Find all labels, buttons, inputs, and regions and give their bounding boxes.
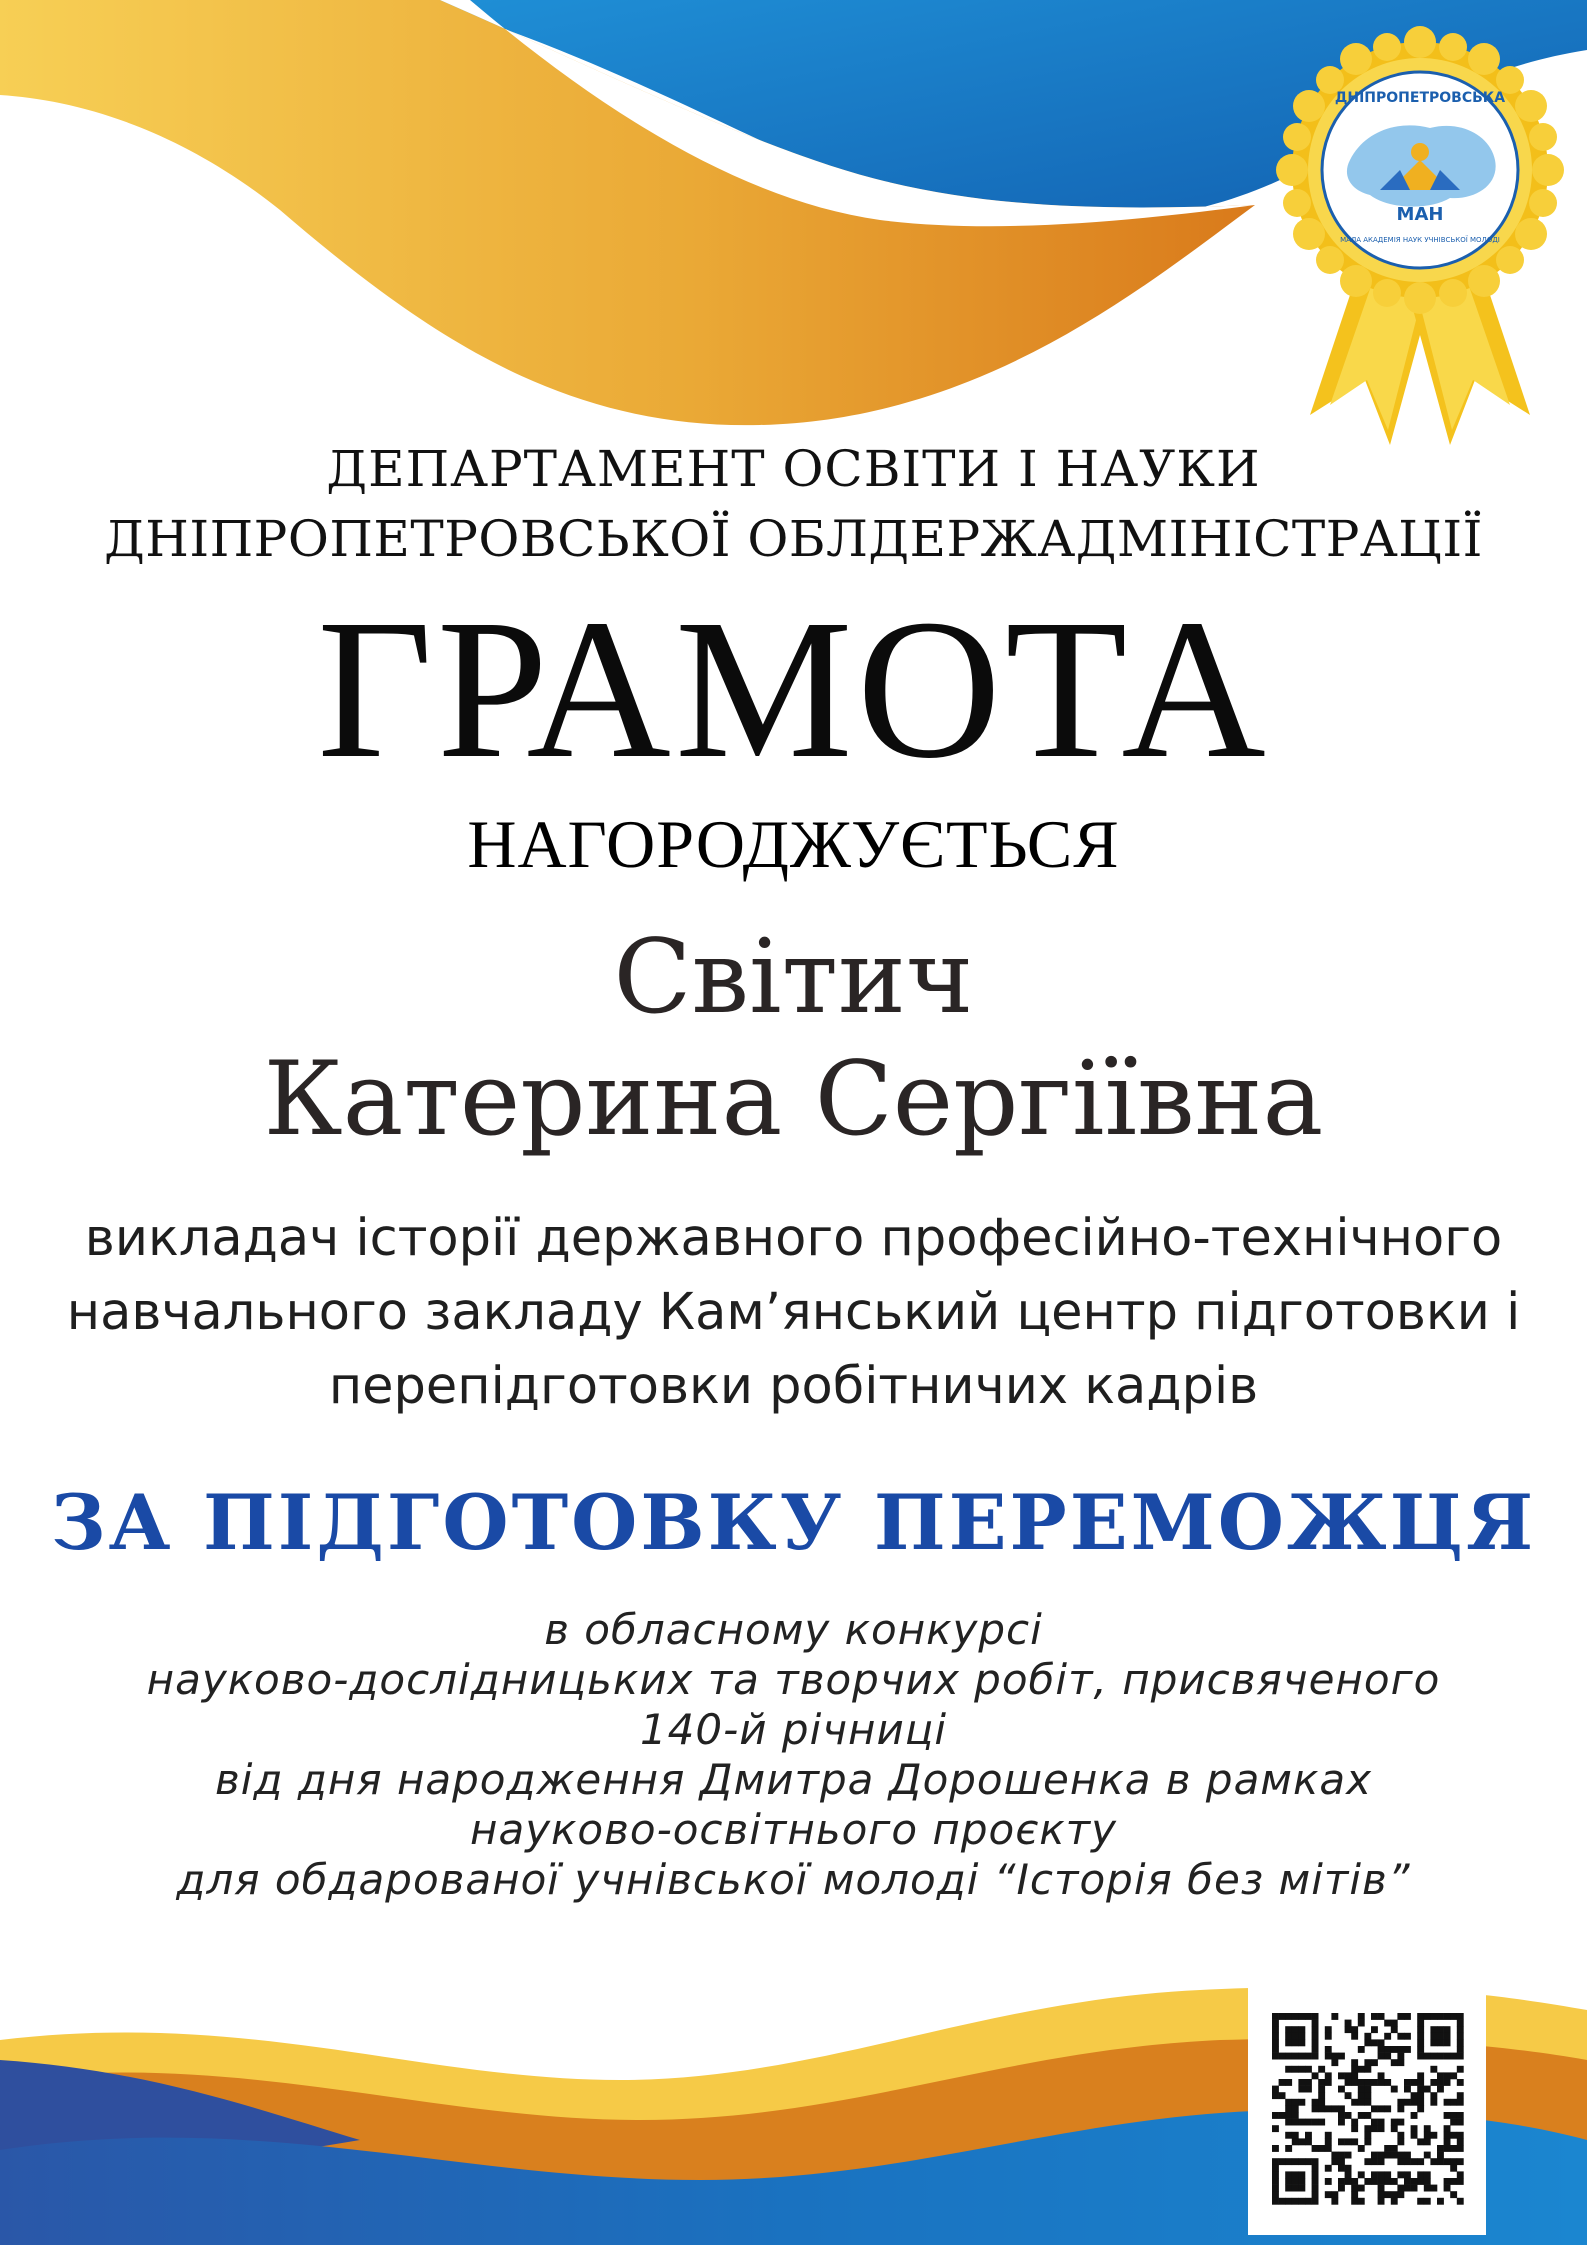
seal-top-text: ДНІПРОПЕТРОВСЬКА	[1334, 90, 1506, 106]
contest-line: 140-й річниці	[639, 1705, 948, 1754]
award-rosette-icon	[1270, 20, 1570, 450]
description-line: перепідготовки робітничих кадрів	[328, 1357, 1259, 1416]
contest-details	[0, 1605, 1587, 1905]
contest-line: науково-освітнього проєкту	[470, 1805, 1117, 1854]
contest-line: для обдарованої учнівської молоді “Історія без мітів”	[176, 1855, 1411, 1904]
awarded-label: НАГОРОДЖУЄТЬСЯ	[467, 806, 1120, 882]
recipient-surname: Світич	[613, 918, 974, 1037]
qr-code-icon	[1248, 1985, 1486, 2235]
certificate-title: ГРАМОТА	[317, 579, 1270, 800]
recipient-name: Катерина Сергіївна	[263, 1040, 1324, 1159]
contest-line: в обласному конкурсі	[544, 1605, 1043, 1654]
department-line-2: ДНІПРОПЕТРОВСЬКОЇ ОБЛДЕРЖАДМІНІСТРАЦІЇ	[104, 510, 1483, 568]
recipient-description	[0, 1202, 1587, 1424]
contest-line: науково-дослідницьких та творчих робіт, присвяченого	[146, 1655, 1441, 1704]
qr-code-container[interactable]	[1248, 1985, 1486, 2235]
seal-emblem-text: МАН	[1396, 204, 1444, 225]
description-line: навчального закладу Кам’янський центр підготовки і	[66, 1283, 1521, 1342]
award-reason: ЗА ПІДГОТОВКУ ПЕРЕМОЖЦЯ	[50, 1478, 1537, 1567]
contest-line: від дня народження Дмитра Дорошенка в рамках	[215, 1755, 1372, 1804]
description-line: викладач історії державного професійно-технічного	[84, 1209, 1503, 1268]
department-line-1: ДЕПАРТАМЕНТ ОСВІТИ І НАУКИ	[326, 440, 1261, 498]
seal-bottom-text: МАЛА АКАДЕМІЯ НАУК УЧНІВСЬКОЇ МОЛОДІ	[1340, 236, 1500, 244]
